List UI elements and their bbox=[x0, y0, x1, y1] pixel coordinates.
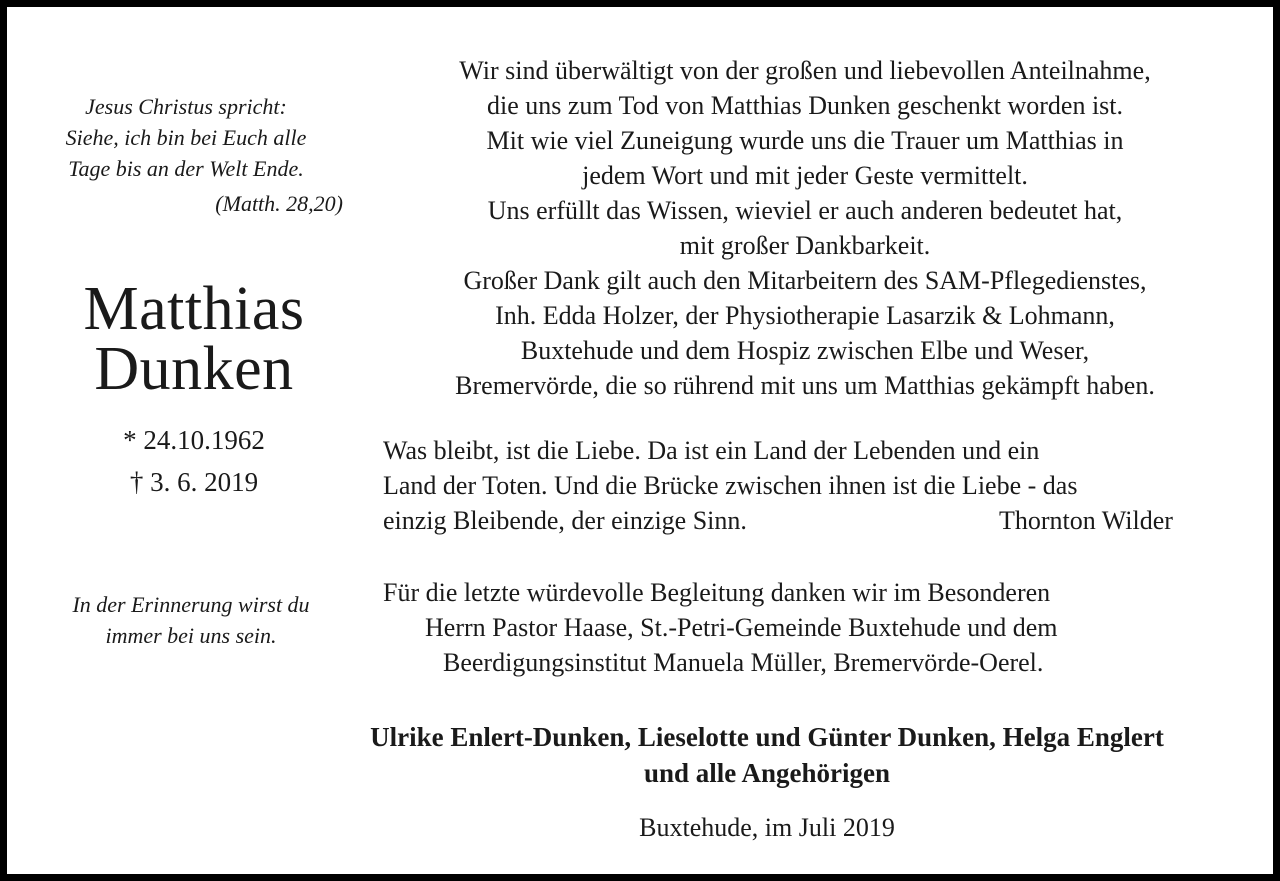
funeral-thanks-line: Herrn Pastor Haase, St.-Petri-Gemeinde Buxtehude und dem bbox=[425, 613, 1058, 642]
deceased-last-name: Dunken bbox=[94, 335, 294, 403]
wilder-quote-last-line bbox=[383, 503, 1223, 538]
funeral-thanks-line: Für die letzte würdevolle Begleitung danken wir im Besonderen bbox=[383, 578, 1051, 607]
bible-quote-reference: (Matth. 28,20) bbox=[215, 191, 343, 216]
thanks-line: Wir sind überwältigt von der großen und liebevollen Anteilnahme, bbox=[459, 56, 1151, 85]
memory-phrase bbox=[21, 589, 361, 651]
thanks-line: Mit wie viel Zuneigung wurde uns die Trauer um Matthias in bbox=[486, 126, 1124, 155]
thanks-line: Inh. Edda Holzer, der Physiotherapie Lasarzik & Lohmann, bbox=[495, 301, 1115, 330]
funeral-thanks-line: Beerdigungsinstitut Manuela Müller, Bremervörde-Oerel. bbox=[443, 648, 1044, 677]
deceased-name bbox=[29, 275, 359, 403]
bible-quote-text bbox=[21, 91, 351, 184]
thanks-line: Buxtehude und dem Hospiz zwischen Elbe und Weser, bbox=[520, 336, 1090, 365]
funeral-thanks bbox=[383, 575, 1223, 680]
deceased-first-name: Matthias bbox=[83, 275, 305, 343]
birth-date: * 24.10.1962 bbox=[123, 425, 265, 455]
quote-line: Jesus Christus spricht: bbox=[85, 94, 287, 119]
life-dates bbox=[29, 419, 359, 503]
wilder-quote-line: Land der Toten. Und die Brücke zwischen ihnen ist die Liebe - das bbox=[383, 471, 1078, 500]
thanks-line: Uns erfüllt das Wissen, wieviel er auch anderen bedeutet hat, bbox=[487, 196, 1123, 225]
wilder-quote bbox=[383, 433, 1223, 538]
thanks-paragraph bbox=[387, 53, 1223, 403]
wilder-quote-author: Thornton Wilder bbox=[999, 506, 1173, 535]
death-date: † 3. 6. 2019 bbox=[129, 467, 259, 497]
wilder-quote-line: Was bleibt, ist die Liebe. Da ist ein Land der Lebenden und ein bbox=[383, 436, 1040, 465]
place-and-date: Buxtehude, im Juli 2019 bbox=[639, 813, 895, 842]
thanks-line: Großer Dank gilt auch den Mitarbeitern des SAM-Pflegedienstes, bbox=[463, 266, 1147, 295]
thanks-line: mit großer Dankbarkeit. bbox=[679, 231, 931, 260]
mourners-line: und alle Angehörigen bbox=[643, 758, 891, 788]
mourners-signature bbox=[267, 719, 1267, 791]
thanks-line: jedem Wort und mit jeder Geste vermittelt. bbox=[582, 161, 1028, 190]
thanks-line: die uns zum Tod von Matthias Dunken geschenkt worden ist. bbox=[486, 91, 1124, 120]
bible-quote bbox=[21, 91, 351, 219]
thanks-line: Bremervörde, die so rührend mit uns um Matthias gekämpft haben. bbox=[455, 371, 1155, 400]
memory-line: immer bei uns sein. bbox=[105, 623, 277, 648]
mourners-line: Ulrike Enlert-Dunken, Lieselotte und Günter Dunken, Helga Englert bbox=[370, 722, 1164, 752]
memory-line: In der Erinnerung wirst du bbox=[72, 592, 310, 617]
quote-line: Siehe, ich bin bei Euch alle bbox=[65, 125, 307, 150]
quote-line: Tage bis an der Welt Ende. bbox=[68, 156, 304, 181]
wilder-quote-line: einzig Bleibende, der einzige Sinn. bbox=[383, 506, 747, 535]
